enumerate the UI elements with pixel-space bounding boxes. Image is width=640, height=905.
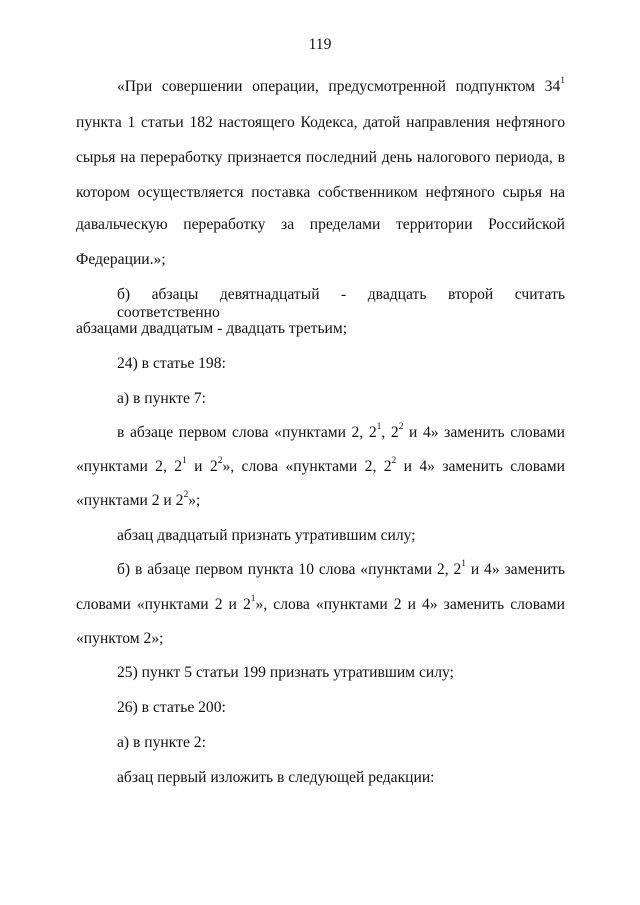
paragraph-line: 25) пункт 5 статьи 199 признать утратившим силу; [117,664,454,681]
text-run: и 4» заменить словами [396,458,566,475]
superscript: 1 [560,75,565,86]
text-run: », слова «пунктами 2, 2 [222,458,392,475]
text-run: «пунктами 2, 2 [76,458,183,475]
text-run: б) в абзаце первом пункта 10 слова «пунктами 2, 2 [117,561,462,578]
superscript: 2 [398,421,404,432]
text-run: и 2 [186,458,218,475]
paragraph-line: абзац первый изложить в следующей редакции: [117,769,435,786]
paragraph-line [76,593,565,614]
text-run: », слова «пунктами 2 и 4» заменить словами [255,596,565,613]
paragraph-line: давальческую переработку за пределами территории Российской [76,216,565,233]
paragraph-line [117,421,566,442]
superscript: 1 [461,558,467,569]
paragraph-line [76,489,201,510]
superscript: 2 [183,489,189,500]
paragraph-line: сырья на переработку признается последний день налогового периода, в [76,149,565,166]
paragraph-line [117,75,565,96]
text-run: и 4» заменить [466,561,565,578]
text-run: «При совершении операции, предусмотренной подпунктом 34 [117,78,561,95]
page-number: 119 [308,36,332,53]
paragraph-line: б) абзацы девятнадцатый - двадцать второй считать соответственно [117,286,565,321]
text-run: и 4» заменить словами [403,424,566,441]
paragraph-line: 24) в статье 198: [117,355,226,372]
paragraph-line: Федерации.»; [76,251,166,268]
paragraph-line: котором осуществляется поставка собственником нефтяного сырья на [76,184,565,201]
text-run: »; [188,492,201,509]
superscript: 2 [217,455,223,466]
paragraph-line: «пунктом 2»; [76,630,164,647]
superscript: 1 [182,455,187,466]
text-run: , 2 [381,424,399,441]
paragraph-line: пункта 1 статьи 182 настоящего Кодекса, датой направления нефтяного [76,114,565,131]
paragraph-line [76,455,566,476]
paragraph-line: 26) в статье 200: [117,699,226,716]
text-run: словами «пунктами 2 и 2 [76,596,251,613]
paragraph-line: а) в пункте 7: [117,390,206,407]
paragraph-line: абзац двадцатый признать утратившим силу; [117,527,416,544]
paragraph-line: а) в пункте 2: [117,734,206,751]
superscript: 1 [250,593,256,604]
superscript: 1 [376,421,382,432]
text-run: в абзаце первом слова «пунктами 2, 2 [117,424,377,441]
paragraph-line [117,558,565,579]
superscript: 2 [391,455,397,466]
text-run: «пунктами 2 и 2 [76,492,184,509]
paragraph-line: абзацами двадцатым - двадцать третьим; [76,320,348,337]
